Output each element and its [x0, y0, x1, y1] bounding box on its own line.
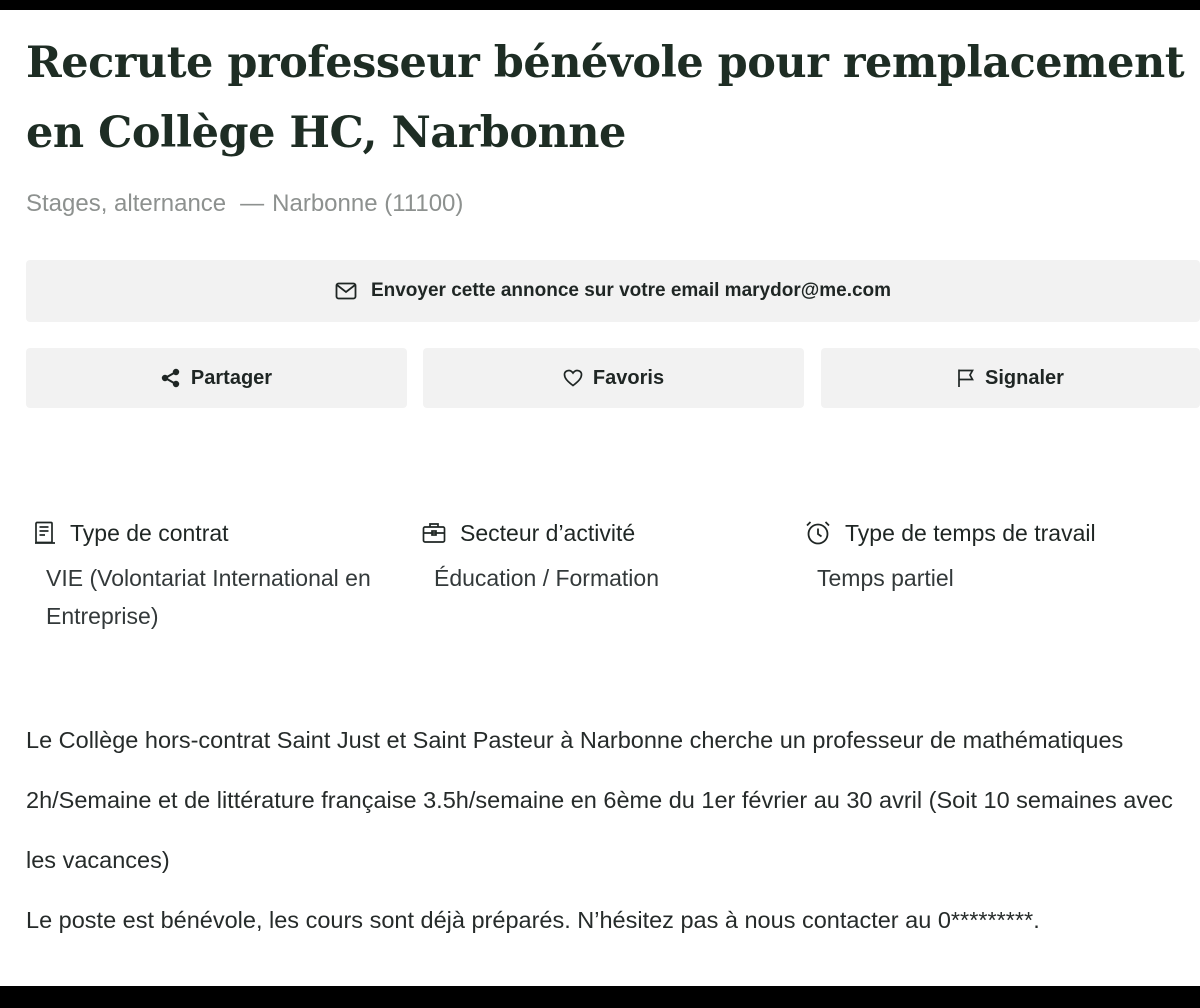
contract-type-value: VIE (Volontariat International en Entreprise)	[46, 565, 371, 629]
briefcase-icon	[422, 522, 446, 544]
sector-heading	[422, 515, 792, 551]
listing-title: Recrute professeur bénévole pour remplacement en Collège HC, Narbonne	[26, 38, 1185, 158]
report-button[interactable]	[821, 348, 1200, 408]
contract-type-heading	[34, 515, 404, 551]
work-time-info	[805, 515, 1195, 597]
contract-type-info	[34, 515, 404, 635]
work-time-value: Temps partiel	[817, 565, 954, 591]
contract-type-label: Type de contrat	[70, 519, 229, 546]
sector-info	[422, 515, 792, 597]
sector-label: Secteur d’activité	[460, 519, 636, 546]
alarm-clock-icon	[805, 520, 831, 546]
envelope-icon	[335, 282, 357, 300]
heart-icon	[563, 369, 583, 387]
share-button[interactable]	[26, 348, 407, 408]
action-buttons	[26, 348, 1200, 408]
share-label: Partager	[190, 366, 273, 389]
send-by-email-button[interactable]	[26, 260, 1200, 322]
flag-icon	[957, 368, 975, 388]
work-time-heading	[805, 515, 1195, 551]
meta-separator: —	[240, 190, 265, 217]
sector-value: Éducation / Formation	[434, 565, 660, 591]
contract-icon	[34, 521, 56, 545]
description-paragraph-2: Le poste est bénévole, les cours sont déjà préparés. N’hésitez pas à nous contacter au 0*********.	[26, 907, 1040, 933]
share-icon	[161, 368, 181, 388]
favorite-button[interactable]	[423, 348, 804, 408]
description-paragraph-1: Le Collège hors-contrat Saint Just et Saint Pasteur à Narbonne cherche un professeur de mathématiques 2h/Semaine et de littérature française 3.5h/semaine en 6ème du 1er février au 30 avril (Soit 10 semaines avec les vacances)	[26, 727, 1173, 873]
send-by-email-label: Envoyer cette annonce sur votre email marydor@me.com	[370, 280, 892, 301]
listing-page	[0, 10, 1200, 986]
favorite-label: Favoris	[592, 366, 665, 389]
report-label: Signaler	[985, 366, 1064, 389]
listing-meta	[26, 190, 463, 218]
listing-location: Narbonne (11100)	[272, 190, 464, 217]
listing-description	[26, 710, 1186, 950]
work-time-label: Type de temps de travail	[845, 519, 1096, 546]
listing-category: Stages, alternance	[26, 190, 227, 217]
